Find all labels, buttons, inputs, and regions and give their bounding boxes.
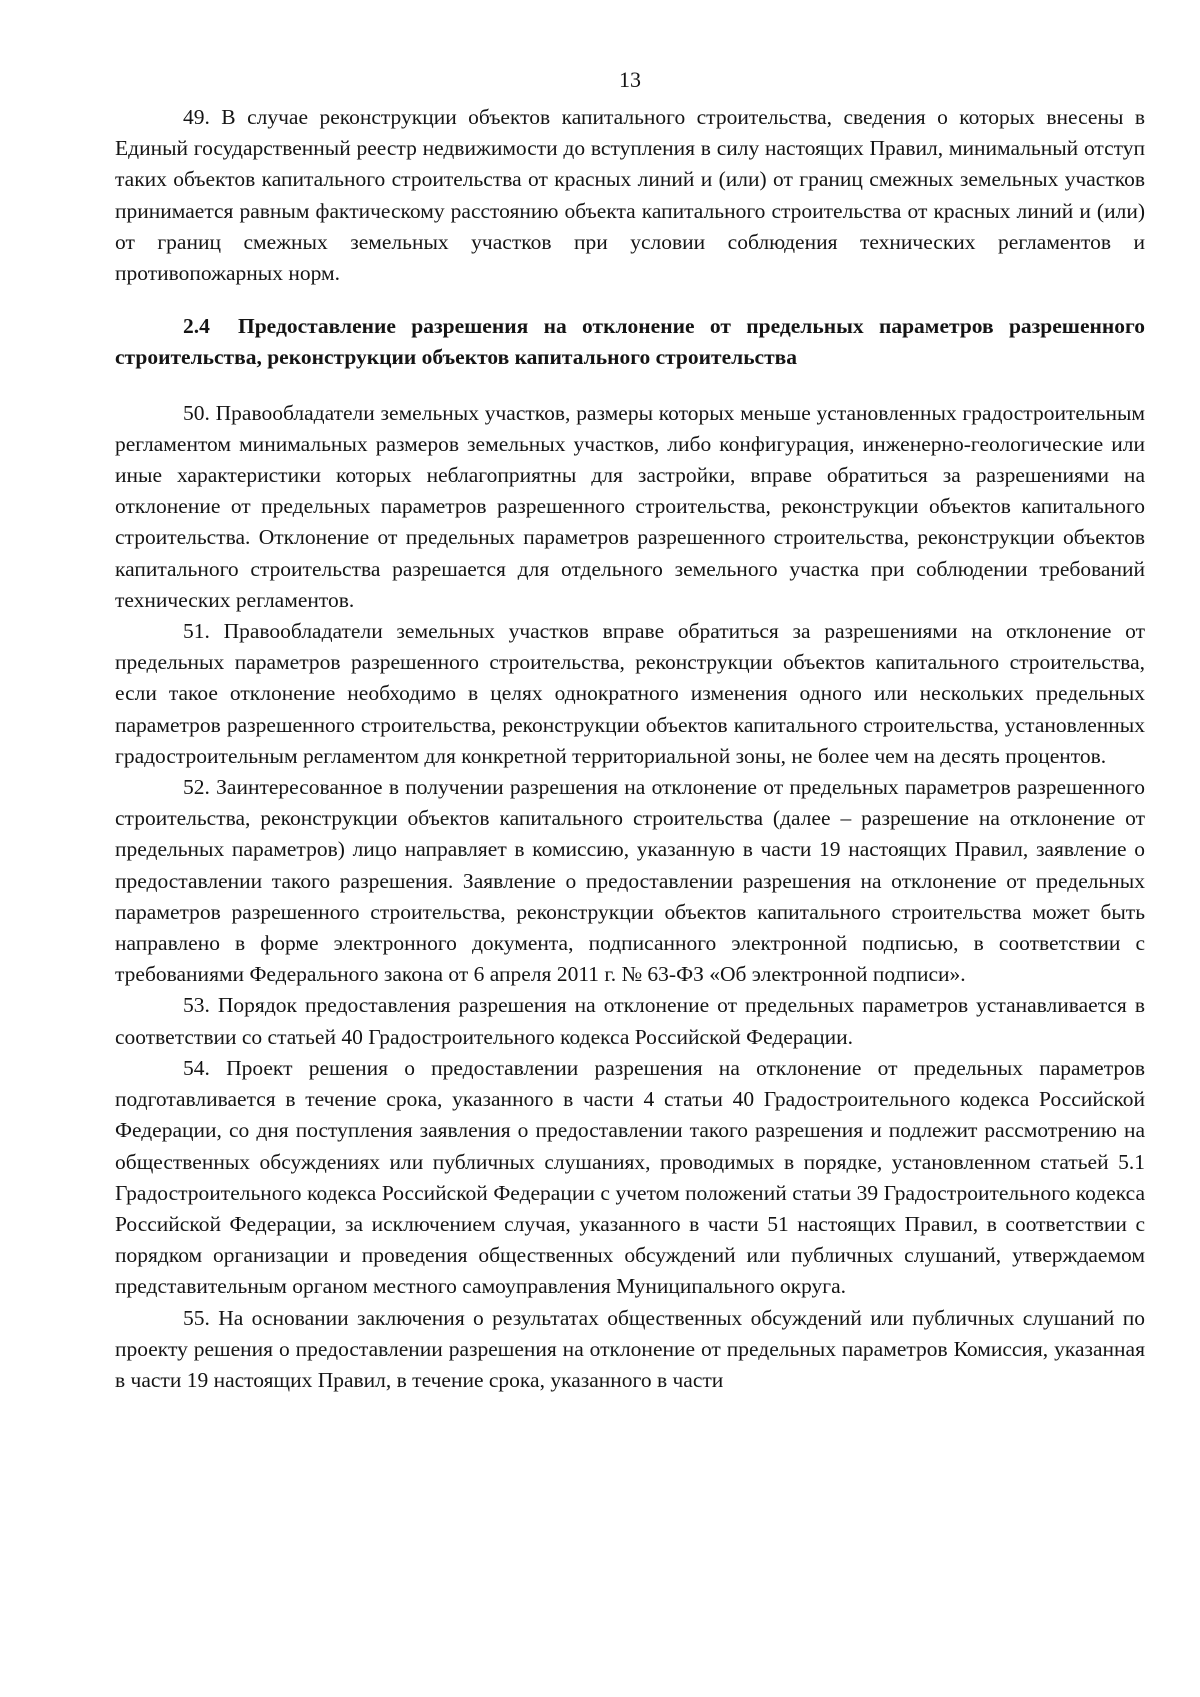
paragraph-49: 49. В случае реконструкции объектов капитального строительства, сведения о которых внесены в Единый государственный реестр недвижимости до вступления в силу настоящих Правил, минимальный отступ таких объектов капитального строительства от красных линий и (или) от границ смежных земельных участков принимается равным фактическому расстоянию объекта капитального строительства от красных линий и (или) от границ смежных земельных участков при условии соблюдения технических регламентов и противопожарных норм. bbox=[115, 105, 1145, 286]
paragraph-55: 55. На основании заключения о результатах общественных обсуждений или публичных слушаний по проекту решения о предоставлении разрешения на отклонение от предельных параметров Комиссия, указанная в части 19 настоящих Правил, в течение срока, указанного в части bbox=[115, 1305, 1145, 1392]
paragraph-54: 54. Проект решения о предоставлении разрешения на отклонение от предельных параметров подготавливается в течение срока, указанного в части 4 статьи 40 Градостроительного кодекса Российской Федерации, со дня поступления заявления о предоставлении такого разрешения и подлежит рассмотрению на общественных обсуждениях или публичных слушаниях, проводимых в порядке, установленном статьей 5.1 Градостроительного кодекса Российской Федерации с учетом положений статьи 39 Градостроительного кодекса Российской Федерации, за исключением случая, указанного в части 51 настоящих Правил, в соответствии с порядком организации и проведения общественных обсуждений или публичных слушаний, утверждаемом представительным органом местного самоуправления Муниципального округа. bbox=[115, 1055, 1145, 1299]
document-page bbox=[115, 66, 1145, 1396]
page-number: 13 bbox=[619, 67, 641, 92]
paragraph-51: 51. Правообладатели земельных участков вправе обратиться за разрешениями на отклонение от предельных параметров разрешенного строительства, реконструкции объектов капитального строительства, если такое отклонение необходимо в целях однократного изменения одного или нескольких предельных параметров разрешенного строительства, реконструкции объектов капитального строительства, установленных градостроительным регламентом для конкретной территориальной зоны, не более чем на десять процентов. bbox=[115, 619, 1145, 768]
section-title: Предоставление разрешения на отклонение от предельных параметров разрешенного строительства, реконструкции объектов капитального строительства bbox=[115, 314, 1145, 370]
section-number: 2.4 bbox=[183, 314, 210, 339]
paragraph-52: 52. Заинтересованное в получении разрешения на отклонение от предельных параметров разрешенного строительства, реконструкции объектов капитального строительства (далее – разрешение на отклонение от предельных параметров) лицо направляет в комиссию, указанную в части 19 настоящих Правил, заявление о предоставлении такого разрешения. Заявление о предоставлении разрешения на отклонение от предельных параметров разрешенного строительства, реконструкции объектов капитального строительства может быть направлено в форме электронного документа, подписанного электронной подписью, в соответствии с требованиями Федерального закона от 6 апреля 2011 г. № 63-ФЗ «Об электронной подписи». bbox=[115, 775, 1145, 987]
paragraph-50: 50. Правообладатели земельных участков, размеры которых меньше установленных градостроительным регламентом минимальных размеров земельных участков, либо конфигурация, инженерно-геологические или иные характеристики которых неблагоприятны для застройки, вправе обратиться за разрешениями на отклонение от предельных параметров разрешенного строительства, реконструкции объектов капитального строительства. Отклонение от предельных параметров разрешенного строительства, реконструкции объектов капитального строительства разрешается для отдельного земельного участка при соблюдении требований технических регламентов. bbox=[115, 400, 1145, 612]
paragraph-53: 53. Порядок предоставления разрешения на отклонение от предельных параметров устанавливается в соответствии со статьей 40 Градостроительного кодекса Российской Федерации. bbox=[115, 993, 1145, 1049]
section-heading bbox=[115, 311, 1145, 373]
